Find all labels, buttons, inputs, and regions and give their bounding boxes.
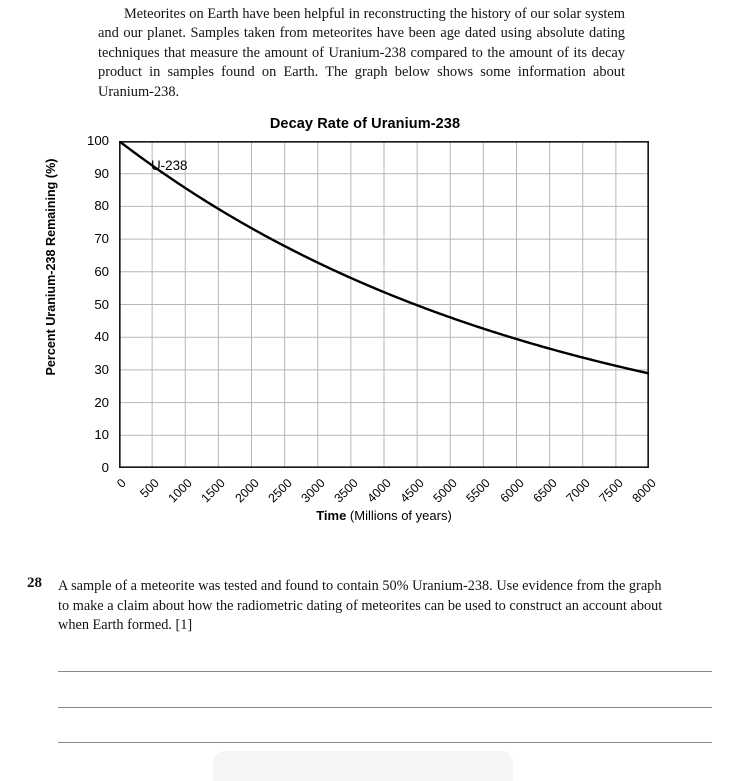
x-tick-label: 1000 bbox=[165, 476, 196, 506]
x-tick-label: 0 bbox=[114, 476, 129, 491]
plot-area bbox=[119, 141, 649, 468]
y-tick-label: 80 bbox=[94, 198, 109, 214]
y-tick-label: 10 bbox=[94, 427, 109, 443]
x-tick-label: 8000 bbox=[629, 476, 659, 506]
x-tick-label: 5000 bbox=[430, 476, 461, 506]
x-tick-label: 2000 bbox=[231, 476, 262, 506]
decay-curve-svg bbox=[119, 141, 649, 468]
answer-line[interactable] bbox=[58, 742, 712, 743]
bottom-overlay-panel bbox=[213, 751, 513, 781]
x-tick-label: 4500 bbox=[397, 476, 428, 506]
x-axis-title bbox=[119, 508, 649, 523]
answer-line[interactable] bbox=[58, 671, 712, 672]
y-tick-label: 30 bbox=[94, 361, 109, 377]
x-tick-label: 4000 bbox=[364, 476, 394, 506]
x-tick-label: 6500 bbox=[530, 476, 560, 506]
question-number: 28 bbox=[27, 575, 42, 591]
y-axis-title: Percent Uranium-238 Remaining (%) bbox=[44, 158, 58, 376]
decay-rate-figure bbox=[0, 112, 730, 537]
y-tick-label: 100 bbox=[86, 133, 109, 148]
x-tick-label: 3500 bbox=[331, 476, 361, 506]
y-tick-label: 50 bbox=[94, 296, 109, 312]
y-tick-label: 60 bbox=[94, 263, 109, 279]
x-tick-label: 2500 bbox=[265, 476, 295, 506]
x-tick-label: 7000 bbox=[563, 476, 593, 506]
x-tick-label: 6000 bbox=[496, 476, 527, 506]
intro-paragraph: Meteorites on Earth have been helpful in reconstructing the history of our solar system and our planet. Samples taken from meteorites have been age dated using absolute dating techniques that measure the amount of Uranium-238 compared to the amount of its decay product in samples found on Earth. The graph below shows some information about Uranium-238. bbox=[98, 6, 625, 100]
question-text bbox=[58, 577, 668, 636]
x-axis-title-bold: Time bbox=[316, 508, 347, 523]
x-axis-title-rest: (Millions of years) bbox=[346, 508, 452, 523]
x-tick-label: 500 bbox=[137, 476, 163, 501]
question-body: A sample of a meteorite was tested and found to contain 50% Uranium-238. Use evidence from the graph to make a claim about how the radiometric dating of meteorites can be used to construct an account about when Earth formed. bbox=[58, 578, 663, 634]
x-tick-label: 1500 bbox=[198, 476, 229, 506]
y-tick-label: 40 bbox=[94, 329, 109, 345]
y-tick-label: 70 bbox=[94, 231, 109, 247]
y-tick-label: 20 bbox=[94, 394, 109, 410]
mark-allocation: [1] bbox=[175, 617, 193, 634]
chart-title: Decay Rate of Uranium-238 bbox=[269, 116, 461, 132]
y-tick-label: 90 bbox=[94, 165, 109, 181]
answer-line[interactable] bbox=[58, 707, 712, 708]
y-tick-label: 0 bbox=[101, 460, 109, 475]
series-annotation-u238: U-238 bbox=[151, 158, 188, 173]
x-tick-label: 3000 bbox=[298, 476, 328, 506]
x-tick-label: 7500 bbox=[596, 476, 626, 506]
x-tick-label: 5500 bbox=[463, 476, 494, 506]
